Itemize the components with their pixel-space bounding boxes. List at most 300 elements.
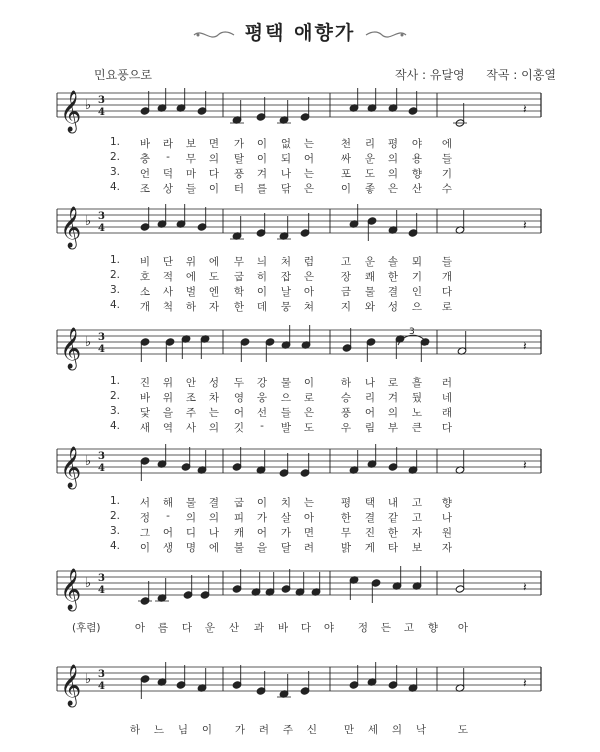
time-signature-top: 3: [98, 332, 105, 344]
lyric-syllable: 결: [208, 497, 220, 509]
lyric-syllable: 아: [134, 622, 146, 634]
time-signature-bottom: 4: [98, 107, 105, 119]
lyric-syllable: 든: [380, 622, 392, 634]
lyric-syllable: 같: [387, 512, 399, 524]
lyric-syllable: 개: [441, 271, 453, 283]
lyric-syllable: 자: [411, 527, 423, 539]
lyric-syllable: 쾌: [364, 271, 376, 283]
staff-system: [57, 325, 541, 370]
lyric-syllable: 산: [228, 622, 240, 634]
lyric-syllable: 되: [280, 153, 292, 165]
lyric-syllable: 불: [233, 542, 245, 554]
lyric-syllable: 자: [441, 542, 453, 554]
lyric-syllable: 풍: [233, 168, 245, 180]
staff-system: [57, 566, 541, 611]
lyric-syllable: 다: [441, 286, 453, 298]
rest-icon: 𝄽: [523, 458, 527, 472]
time-signature-top: 3: [98, 211, 105, 223]
lyric-syllable: 평: [387, 138, 399, 150]
lyric-line: [0, 284, 600, 298]
lyric-syllable: 성: [208, 377, 220, 389]
lyric-syllable: 다: [300, 622, 312, 634]
lyric-syllable: 쳐: [303, 301, 315, 313]
lyric-syllable: 는: [303, 168, 315, 180]
lyric-syllable: 엔: [208, 286, 220, 298]
treble-clef-icon: 𝄞: [60, 569, 82, 610]
lyric-syllable: 아: [303, 512, 315, 524]
lyric-syllable: 은: [303, 183, 315, 195]
lyric-syllable: 천: [340, 138, 352, 150]
rest-icon: 𝄽: [523, 102, 527, 116]
lyric-syllable: 이: [256, 153, 268, 165]
rest-icon: 𝄽: [523, 339, 527, 353]
lyric-syllable: 무: [233, 256, 245, 268]
lyric-line: [0, 620, 600, 634]
lyric-syllable: 라: [162, 138, 174, 150]
lyric-syllable: 무: [340, 527, 352, 539]
lyric-syllable: 려: [303, 542, 315, 554]
lyric-syllable: -: [260, 420, 264, 432]
lyric-syllable: 나: [208, 527, 220, 539]
lyric-syllable: 4.: [109, 540, 121, 552]
lyric-syllable: 진: [364, 527, 376, 539]
time-signature-top: 3: [98, 95, 105, 107]
lyric-syllable: 벌: [185, 286, 197, 298]
song-title: 평택 애향가: [244, 22, 356, 44]
lyric-syllable: 호: [139, 271, 151, 283]
lyric-syllable: 한: [387, 527, 399, 539]
lyric-syllable: 향: [441, 497, 453, 509]
lyric-syllable: 무: [185, 153, 197, 165]
lyric-syllable: 운: [364, 153, 376, 165]
lyric-line: [0, 269, 600, 283]
flat-key-signature-icon: ♭: [85, 454, 92, 469]
lyric-syllable: 게: [364, 542, 376, 554]
treble-clef-icon: 𝄞: [60, 207, 82, 248]
lyric-syllable: 수: [441, 183, 453, 195]
lyric-syllable: 주: [282, 724, 294, 736]
lyric-syllable: 물: [364, 286, 376, 298]
lyric-syllable: 명: [185, 542, 197, 554]
time-signature-top: 3: [98, 451, 105, 463]
lyric-syllable: 3.: [109, 166, 121, 178]
lyric-syllable: 은: [303, 271, 315, 283]
lyric-syllable: 에: [185, 271, 197, 283]
lyric-syllable: 용: [411, 153, 423, 165]
lyric-syllable: 름: [157, 622, 169, 634]
lyric-syllable: 러: [441, 377, 453, 389]
lyric-syllable: 한: [387, 271, 399, 283]
lyric-syllable: 의: [208, 153, 220, 165]
lyric-syllable: 가: [233, 138, 245, 150]
lyric-syllable: 와: [364, 301, 376, 313]
lyric-syllable: 려: [258, 724, 270, 736]
lyric-syllable: 좋: [364, 183, 376, 195]
lyric-syllable: 아: [303, 286, 315, 298]
lyric-syllable: 장: [340, 271, 352, 283]
lyric-line: [0, 420, 600, 434]
tempo-marking: 민요풍으로: [94, 68, 152, 82]
lyric-syllable: 디: [185, 527, 197, 539]
lyric-syllable: 이: [256, 497, 268, 509]
lyric-syllable: 는: [208, 407, 220, 419]
lyric-syllable: 로: [387, 377, 399, 389]
lyric-syllable: 학: [233, 286, 245, 298]
lyric-syllable: 면: [208, 138, 220, 150]
lyric-syllable: 큰: [411, 422, 423, 434]
lyric-syllable: 살: [280, 512, 292, 524]
treble-clef-icon: 𝄞: [60, 665, 82, 706]
lyric-syllable: 차: [208, 392, 220, 404]
lyric-syllable: 두: [233, 377, 245, 389]
lyricist: 작사 : 유달영: [395, 68, 465, 82]
lyric-syllable: 이: [208, 183, 220, 195]
lyric-syllable: 산: [411, 183, 423, 195]
lyric-syllable: 가: [256, 512, 268, 524]
time-signature-top: 3: [98, 669, 105, 681]
lyric-line: [0, 166, 600, 180]
lyric-syllable: 의: [391, 724, 403, 736]
lyric-syllable: 는: [303, 497, 315, 509]
lyric-syllable: 언: [139, 168, 151, 180]
lyric-syllable: 향: [411, 168, 423, 180]
lyric-syllable: 깃: [233, 422, 245, 434]
lyric-syllable: 기: [441, 168, 453, 180]
lyric-syllable: 굽: [233, 497, 245, 509]
lyric-syllable: 신: [306, 724, 318, 736]
lyric-syllable: 이: [340, 183, 352, 195]
lyric-syllable: 히: [256, 271, 268, 283]
lyric-syllable: 의: [387, 153, 399, 165]
lyric-syllable: 닻: [139, 407, 151, 419]
lyric-syllable: 지: [340, 301, 352, 313]
lyric-syllable: 기: [411, 271, 423, 283]
lyric-syllable: 금: [340, 286, 352, 298]
lyric-syllable: 정: [139, 512, 151, 524]
lyric-syllable: 리: [364, 392, 376, 404]
lyric-syllable: 주: [185, 407, 197, 419]
lyric-syllable: 진: [139, 377, 151, 389]
lyric-syllable: 도: [457, 724, 469, 736]
lyric-syllable: 웅: [256, 392, 268, 404]
lyric-syllable: 4.: [109, 181, 121, 193]
time-signature-bottom: 4: [98, 223, 105, 235]
lyric-line: [0, 405, 600, 419]
lyric-line: [0, 510, 600, 524]
lyric-syllable: 어: [256, 527, 268, 539]
lyric-syllable: 상: [162, 183, 174, 195]
lyric-syllable: 보: [411, 542, 423, 554]
lyric-syllable: -: [166, 151, 170, 163]
lyric-syllable: 1.: [109, 254, 121, 266]
staff-system: [57, 662, 541, 707]
lyric-syllable: 척: [162, 301, 174, 313]
time-signature-bottom: 4: [98, 463, 105, 475]
lyric-syllable: 뫼: [411, 256, 423, 268]
lyric-syllable: 우: [340, 422, 352, 434]
lyric-syllable: 터: [233, 183, 245, 195]
lyric-syllable: 탈: [233, 153, 245, 165]
lyric-syllable: 위: [162, 377, 174, 389]
lyric-syllable: 물: [280, 377, 292, 389]
lyric-syllable: 생: [162, 542, 174, 554]
lyric-syllable: 이: [201, 724, 213, 736]
lyric-syllable: 충: [139, 153, 151, 165]
lyric-syllable: 원: [441, 527, 453, 539]
lyric-syllable: 어: [233, 407, 245, 419]
lyric-syllable: 고: [411, 512, 423, 524]
lyric-syllable: 3.: [109, 525, 121, 537]
staff-system: [57, 444, 541, 489]
lyric-syllable: 풍: [340, 407, 352, 419]
lyric-syllable: 이: [256, 286, 268, 298]
lyric-syllable: 안: [185, 377, 197, 389]
lyric-syllable: 닦: [280, 183, 292, 195]
lyric-syllable: 서: [139, 497, 151, 509]
lyric-syllable: 영: [233, 392, 245, 404]
lyric-syllable: 어: [364, 407, 376, 419]
staff-system: [57, 88, 541, 133]
lyric-syllable: 흘: [411, 377, 423, 389]
lyric-syllable: 의: [208, 512, 220, 524]
lyric-syllable: 하: [129, 724, 141, 736]
lyric-syllable: 향: [427, 622, 439, 634]
lyric-syllable: 위: [162, 392, 174, 404]
lyric-syllable: 1.: [109, 136, 121, 148]
lyric-syllable: 고: [340, 256, 352, 268]
lyric-syllable: 처: [280, 256, 292, 268]
lyric-syllable: 결: [364, 512, 376, 524]
lyric-syllable: 하: [340, 377, 352, 389]
lyric-syllable: 노: [411, 407, 423, 419]
rest-icon: 𝄽: [523, 676, 527, 690]
lyric-syllable: 의: [208, 422, 220, 434]
staff-system: [57, 204, 541, 249]
lyric-syllable: 이: [139, 542, 151, 554]
lyric-syllable: 평: [340, 497, 352, 509]
lyric-syllable: 선: [256, 407, 268, 419]
treble-clef-icon: 𝄞: [60, 447, 82, 488]
lyric-syllable: 래: [441, 407, 453, 419]
lyric-syllable: 어: [303, 153, 315, 165]
lyric-syllable: 밝: [340, 542, 352, 554]
lyric-syllable: 겨: [387, 392, 399, 404]
triplet-number: 3: [409, 327, 415, 337]
lyric-syllable: 바: [139, 392, 151, 404]
lyric-syllable: 이: [256, 138, 268, 150]
lyric-syllable: 발: [280, 422, 292, 434]
lyric-syllable: 들: [441, 256, 453, 268]
lyric-syllable: 들: [185, 183, 197, 195]
lyric-syllable: 캐: [233, 527, 245, 539]
lyric-syllable: 나: [364, 377, 376, 389]
time-signature-bottom: 4: [98, 344, 105, 356]
lyric-syllable: 님: [177, 724, 189, 736]
lyric-syllable: 달: [280, 542, 292, 554]
lyric-syllable: 위: [185, 256, 197, 268]
lyric-syllable: 치: [280, 497, 292, 509]
lyric-syllable: 없: [280, 138, 292, 150]
lyric-syllable: 리: [364, 138, 376, 150]
lyric-syllable: 인: [411, 286, 423, 298]
flat-key-signature-icon: ♭: [85, 214, 92, 229]
lyric-line: [0, 181, 600, 195]
lyric-syllable: 단: [162, 256, 174, 268]
lyric-syllable: 가: [234, 724, 246, 736]
lyric-syllable: 의: [185, 512, 197, 524]
lyric-syllable: (후렴): [72, 622, 101, 634]
lyric-syllable: 해: [162, 497, 174, 509]
lyric-syllable: 야: [411, 138, 423, 150]
lyric-syllable: 포: [340, 168, 352, 180]
lyric-syllable: 타: [387, 542, 399, 554]
lyric-syllable: 부: [387, 422, 399, 434]
lyric-syllable: 과: [253, 622, 265, 634]
lyric-syllable: 도: [303, 422, 315, 434]
lyric-syllable: 1.: [109, 495, 121, 507]
lyric-syllable: 이: [303, 377, 315, 389]
lyric-syllable: 을: [162, 407, 174, 419]
time-signature-bottom: 4: [98, 681, 105, 693]
lyric-syllable: 에: [208, 542, 220, 554]
lyric-syllable: 를: [256, 183, 268, 195]
lyric-syllable: 로: [441, 301, 453, 313]
lyric-syllable: 뒀: [411, 392, 423, 404]
lyric-syllable: 승: [340, 392, 352, 404]
lyric-syllable: 어: [162, 527, 174, 539]
lyric-syllable: 바: [139, 138, 151, 150]
lyric-syllable: 2.: [109, 269, 121, 281]
lyric-syllable: 느: [153, 724, 165, 736]
lyric-syllable: 들: [441, 153, 453, 165]
lyric-syllable: -: [166, 510, 170, 522]
lyric-syllable: 들: [280, 407, 292, 419]
lyric-syllable: 세: [367, 724, 379, 736]
lyric-syllable: 결: [387, 286, 399, 298]
lyric-syllable: 조: [185, 392, 197, 404]
lyric-syllable: 3.: [109, 405, 121, 417]
lyric-line: [0, 299, 600, 313]
lyric-syllable: 소: [139, 286, 151, 298]
lyric-syllable: 고: [411, 497, 423, 509]
lyric-line: [0, 151, 600, 165]
lyric-line: [0, 722, 600, 736]
lyric-syllable: 1.: [109, 375, 121, 387]
lyric-syllable: 겨: [256, 168, 268, 180]
composer: 작곡 : 이홍열: [486, 68, 556, 82]
lyric-syllable: 는: [303, 138, 315, 150]
flat-key-signature-icon: ♭: [85, 576, 92, 591]
lyric-syllable: 야: [323, 622, 335, 634]
lyric-syllable: 가: [280, 527, 292, 539]
lyric-syllable: 로: [303, 392, 315, 404]
lyric-line: [0, 390, 600, 404]
lyric-syllable: 운: [364, 256, 376, 268]
lyric-syllable: 내: [387, 497, 399, 509]
lyric-syllable: 다: [441, 422, 453, 434]
lyric-syllable: 도: [364, 168, 376, 180]
lyric-syllable: 굽: [233, 271, 245, 283]
lyric-syllable: 바: [277, 622, 289, 634]
lyric-syllable: 덕: [162, 168, 174, 180]
lyric-syllable: 사: [162, 286, 174, 298]
lyric-syllable: 네: [441, 392, 453, 404]
lyric-syllable: 자: [208, 301, 220, 313]
lyric-syllable: 데: [256, 301, 268, 313]
flat-key-signature-icon: ♭: [85, 672, 92, 687]
lyric-syllable: 낙: [415, 724, 427, 736]
lyric-syllable: 잡: [280, 271, 292, 283]
lyric-syllable: 나: [280, 168, 292, 180]
treble-clef-icon: 𝄞: [60, 91, 82, 132]
lyric-syllable: 2.: [109, 510, 121, 522]
lyric-syllable: 4.: [109, 420, 121, 432]
lyric-syllable: 싸: [340, 153, 352, 165]
lyric-syllable: 2.: [109, 151, 121, 163]
rest-icon: 𝄽: [523, 580, 527, 594]
lyric-syllable: 럼: [303, 256, 315, 268]
lyric-syllable: 나: [441, 512, 453, 524]
lyric-syllable: 뭉: [280, 301, 292, 313]
lyric-syllable: 보: [185, 138, 197, 150]
lyric-syllable: 그: [139, 527, 151, 539]
lyric-syllable: 조: [139, 183, 151, 195]
lyric-syllable: 만: [343, 724, 355, 736]
lyric-syllable: 면: [303, 527, 315, 539]
lyric-syllable: 강: [256, 377, 268, 389]
lyric-syllable: 다: [208, 168, 220, 180]
lyric-line: [0, 375, 600, 389]
lyric-line: [0, 495, 600, 509]
lyric-line: [0, 136, 600, 150]
rest-icon: 𝄽: [523, 218, 527, 232]
lyric-syllable: 3.: [109, 284, 121, 296]
treble-clef-icon: 𝄞: [60, 328, 82, 369]
lyric-syllable: 늬: [256, 256, 268, 268]
lyric-syllable: 의: [387, 407, 399, 419]
lyric-syllable: 마: [185, 168, 197, 180]
lyric-syllable: 역: [162, 422, 174, 434]
lyric-syllable: 하: [185, 301, 197, 313]
lyric-syllable: 성: [387, 301, 399, 313]
lyric-syllable: 다: [181, 622, 193, 634]
lyric-syllable: 의: [387, 168, 399, 180]
lyric-syllable: 도: [208, 271, 220, 283]
lyric-syllable: 새: [139, 422, 151, 434]
lyric-syllable: 2.: [109, 390, 121, 402]
lyric-syllable: 정: [357, 622, 369, 634]
flat-key-signature-icon: ♭: [85, 335, 92, 350]
time-signature-top: 3: [98, 573, 105, 585]
lyric-syllable: 4.: [109, 299, 121, 311]
lyric-syllable: 으: [411, 301, 423, 313]
lyric-line: [0, 525, 600, 539]
lyric-syllable: 택: [364, 497, 376, 509]
lyric-syllable: 고: [403, 622, 415, 634]
lyric-syllable: 으: [280, 392, 292, 404]
lyric-line: [0, 254, 600, 268]
time-signature-bottom: 4: [98, 585, 105, 597]
lyric-syllable: 은: [303, 407, 315, 419]
lyric-syllable: 한: [340, 512, 352, 524]
lyric-syllable: 한: [233, 301, 245, 313]
lyric-syllable: 날: [280, 286, 292, 298]
lyric-syllable: 은: [387, 183, 399, 195]
lyric-syllable: 사: [185, 422, 197, 434]
lyric-syllable: 비: [139, 256, 151, 268]
lyric-syllable: 운: [204, 622, 216, 634]
flat-key-signature-icon: ♭: [85, 98, 92, 113]
